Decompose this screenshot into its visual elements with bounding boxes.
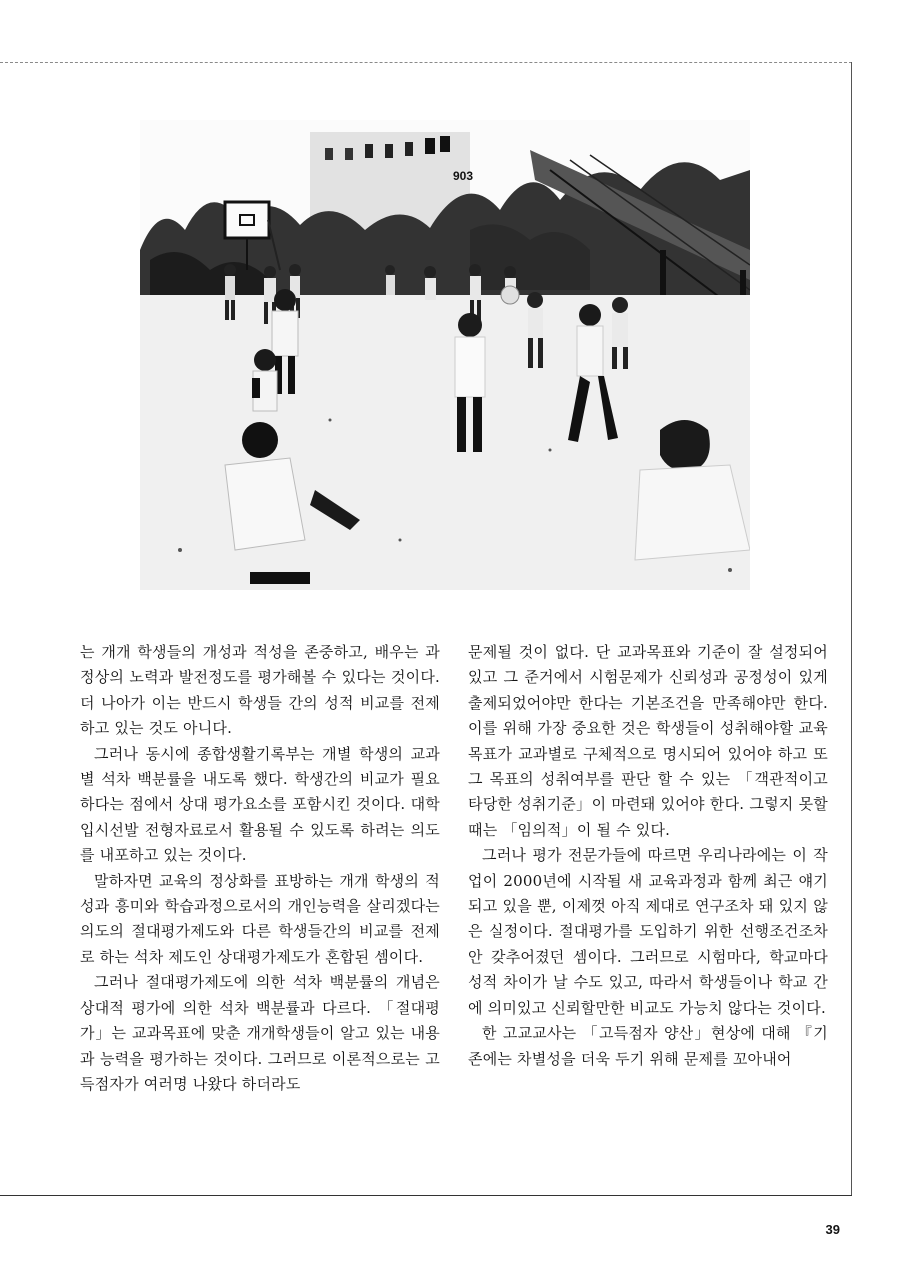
- paragraph: 문제될 것이 없다. 단 교과목표와 기준이 잘 설정되어 있고 그 준거에서 시험문제가 신뢰성과 공정성이 있게 출제되었어야만 한다는 기본조건을 만족해야만 한다. 이를 위해 가장 중요한 것은 학생들이 성취해야할 교육목표가 교과별로 구체적으로 명시되어 있어야 하고 또 그 목표의 성취여부를 판단 할 수 있는 「객관적이고 타당한 성취기준」이 마련돼 있어야 한다. 그렇지 못할 때는 「임의적」이 될 수 있다.: [468, 643, 828, 839]
- paragraph: 한 고교교사는 「고득점자 양산」현상에 대해 『기존에는 차별성을 더욱 두기 위해 문제를 꼬아내어: [468, 1024, 828, 1068]
- article-column-right: [468, 640, 828, 1072]
- paragraph: 는 개개 학생들의 개성과 적성을 존중하고, 배우는 과정상의 노력과 발전정도를 평가해볼 수 있다는 것이다. 더 나아가 이는 반드시 학생들 간의 성적 비교를 전제하고 있는 것도 아니다.: [80, 643, 440, 738]
- bottom-rule: [0, 1195, 852, 1196]
- article-column-left: [80, 640, 440, 1097]
- paragraph: 말하자면 교육의 정상화를 표방하는 개개 학생의 적성과 흥미와 학습과정으로서의 개인능력을 살리겠다는 의도의 절대평가제도와 다른 학생들간의 비교를 전제로 하는 석차 제도인 상대평가제도가 혼합된 셈이다.: [80, 871, 440, 966]
- paragraph: 그러나 평가 전문가들에 따르면 우리나라에는 이 작업이 2000년에 시작될 새 교육과정과 함께 최근 얘기되고 있을 뿐, 이제껏 아직 제대로 연구조차 돼 있지 않은 실정이다. 절대평가를 도입하기 위한 선행조건조차 안 갖추어졌던 셈이다. 그러므로 시험마다, 학교마다 성적 차이가 날 수도 있고, 따라서 학생들이나 학교 간에 의미있고 신뢰할만한 비교도 가능치 않다는 것이다.: [468, 846, 828, 1017]
- page-number: 39: [825, 1222, 840, 1237]
- right-rule: [851, 62, 852, 1195]
- paragraph: 그러나 절대평가제도에 의한 석차 백분률의 개념은 상대적 평가에 의한 석차 백분률과 다르다. 「절대평가」는 교과목표에 맞춘 개개학생들이 알고 있는 내용과 능력을 평가하는 것이다. 그러므로 이론적으로는 고득점자가 여러명 나왔다 하더라도: [80, 973, 440, 1093]
- top-rule: [0, 62, 852, 63]
- building-sign: 903: [453, 169, 474, 183]
- paragraph: 그러나 동시에 종합생활기록부는 개별 학생의 교과별 석차 백분률을 내도록 했다. 학생간의 비교가 필요하다는 점에서 상대 평가요소를 포함시킨 것이다. 대학입시선발 전형자료로서 활용될 수 있도록 하려는 의도를 내포하고 있는 것이다.: [80, 744, 440, 865]
- schoolyard-photo: [140, 120, 750, 590]
